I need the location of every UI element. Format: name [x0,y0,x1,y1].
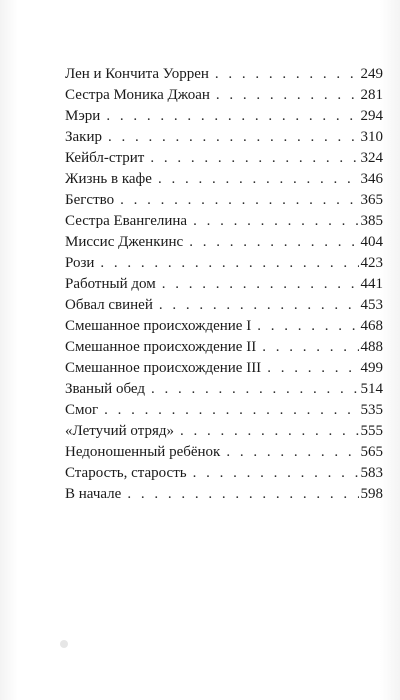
dot-leader [158,169,359,190]
toc-entry-title: Сестра Евангелина [65,213,188,229]
toc-entry [65,211,383,232]
toc-entry-page: 441 [360,276,383,292]
dot-leader [150,148,358,169]
toc-entry [65,316,383,337]
toc-entry-title: Старость, старость [65,465,187,481]
dot-leader [267,358,358,379]
toc-entry-page: 488 [360,339,383,355]
dot-leader [193,211,358,232]
dot-leader [262,337,358,358]
toc-entry-title: Работный дом [65,276,156,292]
toc-entry [65,64,383,85]
dot-leader [159,295,359,316]
toc-entry-page: 365 [360,192,383,208]
toc-entry-title: Сестра Моника Джоан [65,87,210,103]
dot-leader [120,190,358,211]
toc-entry [65,400,383,421]
dot-leader [162,274,359,295]
dot-leader [215,64,359,85]
toc-entry-page: 583 [360,465,383,481]
toc-entry-title: Обвал свиней [65,297,153,313]
toc-entry-title: Лен и Кончита Уоррен [65,66,209,82]
toc-entry [65,190,383,211]
toc-entry-page: 423 [360,255,383,271]
toc-entry [65,274,383,295]
toc-entry [65,358,383,379]
dot-leader [226,442,358,463]
toc-entry-title: «Летучий отряд» [65,423,175,439]
toc-entry-title: Закир [65,129,102,145]
toc-entry [65,442,383,463]
toc-entry [65,484,383,505]
toc-entry-page: 294 [360,108,383,124]
toc-entry-title: Рози [65,255,95,271]
toc-entry-page: 346 [360,171,383,187]
toc-entry-title: Смешанное происхождение I [65,318,252,334]
toc-entry [65,295,383,316]
toc-entry [65,337,383,358]
toc-entry-page: 535 [360,402,383,418]
dot-leader [100,253,358,274]
dot-leader [151,379,359,400]
toc-entry-page: 249 [360,66,383,82]
toc-entry [65,421,383,442]
toc-entry-title: Кейбл-стрит [65,150,145,166]
toc-entry-page: 310 [360,129,383,145]
toc-entry-title: Мэри [65,108,101,124]
toc-entry [65,232,383,253]
toc-entry [65,106,383,127]
toc-entry-title: Смешанное происхождение III [65,360,262,376]
toc-entry-page: 598 [360,486,383,502]
toc-entry [65,379,383,400]
toc-entry [65,463,383,484]
toc-entry [65,85,383,106]
toc-entry-title: Миссис Дженкинс [65,234,184,250]
dot-leader [189,232,358,253]
toc-entry-page: 324 [360,150,383,166]
toc-entry-page: 499 [360,360,383,376]
toc-entry-page: 404 [360,234,383,250]
toc-entry-title: В начале [65,486,122,502]
toc-entry-page: 453 [360,297,383,313]
dot-leader [108,127,359,148]
toc-entry-page: 385 [360,213,383,229]
toc-entry-title: Званый обед [65,381,145,397]
toc-entry [65,253,383,274]
toc-entry-page: 514 [360,381,383,397]
dot-leader [106,106,358,127]
toc-entry-title: Смешанное происхождение II [65,339,257,355]
dot-leader [257,316,358,337]
toc-entry-title: Бегство [65,192,115,208]
toc-entry-page: 468 [360,318,383,334]
dot-leader [127,484,358,505]
dot-leader [104,400,358,421]
dot-leader [216,85,359,106]
toc-entry-title: Смог [65,402,99,418]
dot-leader [193,463,359,484]
toc-entry-page: 281 [360,87,383,103]
page-mark [60,640,68,648]
table-of-contents [65,64,383,505]
dot-leader [180,421,358,442]
toc-entry [65,148,383,169]
toc-entry-title: Недоношенный ребёнок [65,444,221,460]
toc-entry-page: 565 [360,444,383,460]
toc-entry [65,127,383,148]
toc-entry-page: 555 [360,423,383,439]
toc-entry-title: Жизнь в кафе [65,171,152,187]
toc-entry [65,169,383,190]
